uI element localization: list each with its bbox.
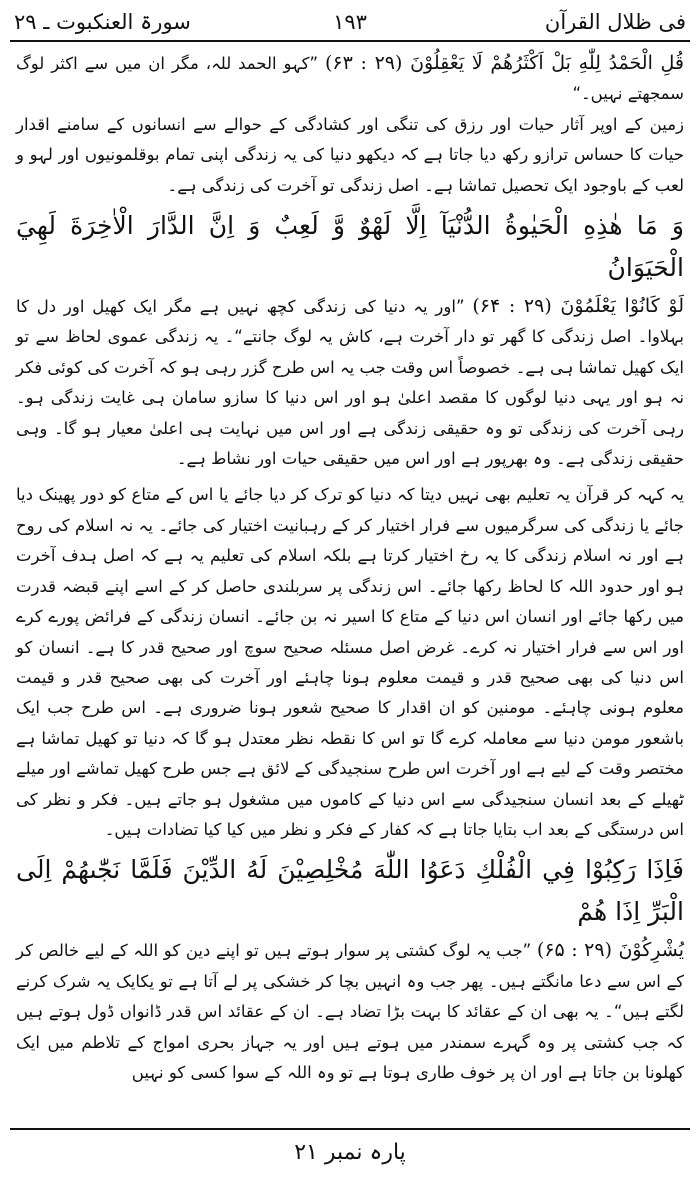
paragraph	[16, 48, 684, 110]
commentary-text: زمین کے اوپر آثار حیات اور رزق کی تنگی اور کشادگی کے حوالے سے انسانوں کے سامنے اقدار حیات کا حساس ترازو رکھ دیا جاتا ہے کہ دیکھو دنیا کی یہ زندگی اپنی تمام بوقلمونیوں اور لہو و لعب کے باوجود ایک تحصیل تماشا ہے۔ اصل زندگی تو آخرت کی زندگی ہے۔	[16, 114, 684, 195]
paragraph	[16, 291, 684, 474]
header-rule	[10, 40, 690, 42]
arabic-verse-inline: يُشْرِكُوْنَ (۲۹ : ۶۵)	[536, 939, 684, 962]
translation-text: ”جب یہ لوگ کشتی پر سوار ہوتے ہیں تو اپنے دین کو اللہ کے لیے خالص کر کے اس سے دعا مانگتے ہیں۔ پھر جب وہ انہیں بچا کر خشکی پر لے آتا ہے تو یکایک یہ شرک کرنے لگتے ہیں“۔ یہ بھی ان کے عقائد کا بہت بڑا تضاد ہے۔ ان کے عقائد اس قدر ڈانواں ڈول ہوتے ہیں کہ جب کشتی پر وہ گہرے سمندر میں ہوتے ہیں اور یہ جہاز بحری امواج کے تلاطم میں ایک کھلونا بن جاتا ہے اور ان پر خوف طاری ہوتا ہے تو وہ اللہ کے سوا کسی کو نہیں	[16, 941, 684, 1082]
paragraph	[16, 935, 684, 1088]
surah-name: سورۃ العنکبوت ـ ۲۹	[14, 10, 191, 34]
translation-text: ”اور یہ دنیا کی زندگی کچھ نہیں ہے مگر ایک کھیل اور دل کا بہلاوا۔ اصل زندگی کا گھر تو دار آخرت ہے، کاش یہ لوگ جانتے“۔ یہ زندگی عموی لحاظ سے تو ایک کھیل تماشا ہی ہے۔ خصوصاً اس وقت جب یہ اس طرح گزر رہی ہو کہ آخرت کی کوئی فکر نہ ہو اور یہی دنیا لوگوں کا مقصد اعلیٰ ہو اور اس دنیا کا سازو سامان ہی غایت زندگی ہو۔ رہی آخرت کی زندگی تو وہ حقیقی زندگی ہے اور اس میں نہایت ہی اعلیٰ معیار ہو گا۔ وہی حقیقی زندگی ہے۔ وہ بھرپور ہے اور اس میں حقیقی حیات اور نشاط ہے۔	[16, 297, 684, 469]
arabic-verse-inline: قُلِ الْحَمْدُ لِلّٰهِ بَلْ اَكْثَرُهُمْ لَا يَعْقِلُوْنَ (۲۹ : ۶۳)	[324, 52, 685, 74]
arabic-verse-inline: لَوْ كَانُوْا يَعْلَمُوْنَ (۲۹ : ۶۴)	[472, 295, 685, 318]
commentary-text: یہ کہہ کر قرآن یہ تعلیم بھی نہیں دیتا کہ دنیا کو ترک کر دیا جائے یا اس کے متاع کو دور پھینک دیا جائے یا زندگی کی سرگرمیوں سے فرار اختیار کر کے رہبانیت اختیار کی جائے۔ یہ نہ اسلام کی روح ہے اور نہ اسلام زندگی کا یہ رخ اختیار کرتا ہے بلکہ اسلام کی تعلیم یہ ہے کہ اصل ہدف آخرت ہو اور حدود اللہ کا لحاظ رکھا جائے۔ اس زندگی پر سربلندی حاصل کر کے اسے اپنے قبضہ قدرت میں رکھا جائے اور انسان اس دنیا کے متاع کا اسیر نہ بن جائے۔ انسان زندگی کے فرائض پورے کرے اور اس سے فرار اختیار نہ کرے۔ غرض اصل مسئلہ صحیح سوچ اور صحیح قدر کا ہے۔ انسان کو اس دنیا کی بھی صحیح قدر و قیمت معلوم ہونا چاہئے اور آخرت کی بھی صحیح قدر و قیمت معلوم ہونی چاہئے۔ مومنین کو ان اقدار کا صحیح شعور ہونا ضروری ہے۔ اس طرح جب ایک باشعور مومن دنیا سے معاملہ کرے گا تو اس کا نقطہ نظر معتدل ہو گا کہ دنیا تو کھیل تماشا ہے مختصر وقت کے لیے ہے اور آخرت اس طرح سنجیدگی کے لائق ہے جس طرح کھیل تماشے اور میلے ٹھیلے کے بعد انسان سنجیدگی سے اس دنیا کے کاموں میں مشغول ہو جاتے ہیں۔ فکر و نظر کی اس درستگی کے بعد اب بتایا جاتا ہے کہ کفار کے فکر و نظر میں کیا کیا تضادات ہیں۔	[16, 485, 684, 839]
arabic-verse-line: فَاِذَا رَكِبُوْا فِي الْفُلْكِ دَعَوُا اللّٰهَ مُخْلِصِيْنَ لَهُ الدِّيْنَ فَلَمَّا نَجّٰىهُمْ اِلَى الْبَرِّ اِذَا هُمْ	[16, 855, 684, 927]
translation-text: ”کہو الحمد للہ، مگر ان میں سے اکثر لوگ سمجھتے نہیں۔“	[16, 54, 684, 104]
page-header	[10, 6, 690, 40]
footer-rule	[10, 1128, 690, 1130]
book-title: فی ظلال القرآن	[544, 10, 686, 34]
paragraph	[16, 480, 684, 845]
page-number: ۱۹۳	[333, 10, 367, 34]
paragraph	[16, 110, 684, 201]
para-label: پارہ نمبر ۲۱	[294, 1140, 406, 1165]
arabic-verse-line: وَ مَا هٰذِهِ الْحَيٰوةُ الدُّنْيَآ اِلَّا لَهْوٌ وَّ لَعِبٌ وَ اِنَّ الدَّارَ الْاٰخِرَةَ لَهِيَ الْحَيَوَانُ	[16, 211, 684, 283]
page-body	[16, 48, 684, 1088]
